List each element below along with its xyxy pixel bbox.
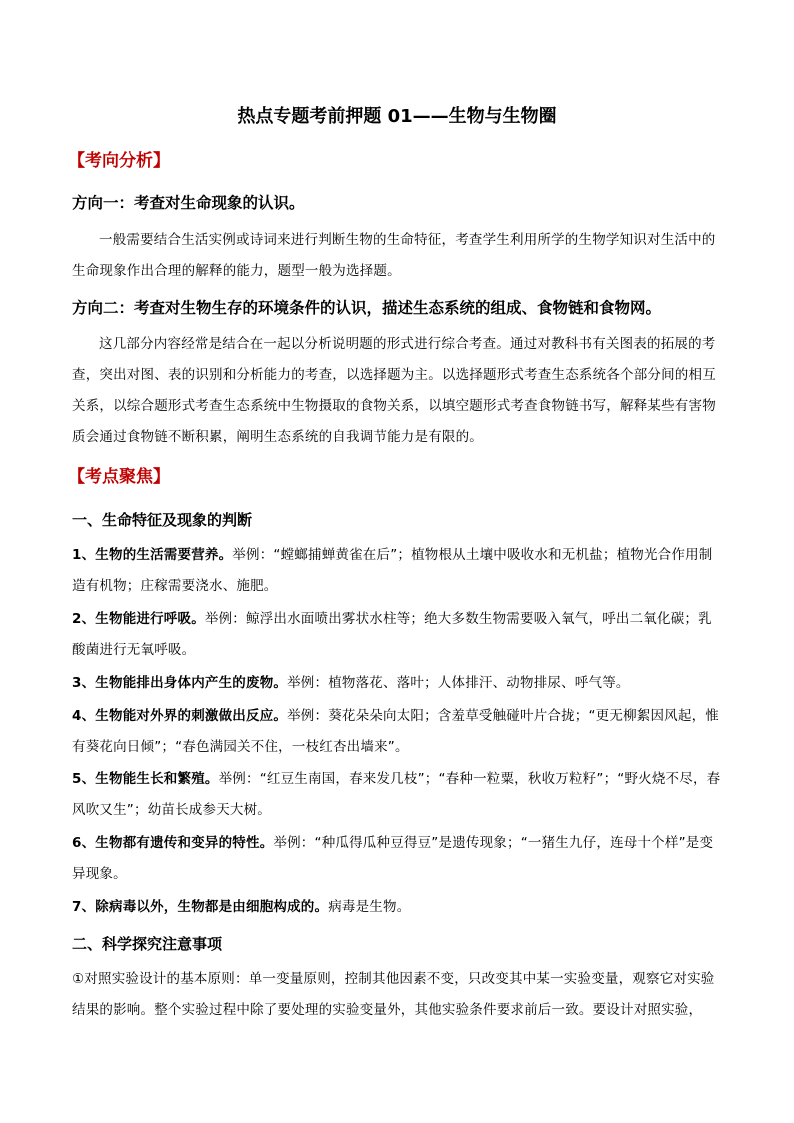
list-item-heading: 4、生物能对外界的刺激做出反应。	[72, 708, 288, 724]
direction-two-text: 这几部分内容经常是结合在一起以分析说明题的形式进行综合考查。通过对教科书有关图表的拓展的考查，突出对图、表的识别和分析能力的考查，以选择题为主。以选择题形式考查生态系统各个部分间的相互关系，以综合题形式考查生态系统中生物摄取的食物关系，以填空题形式考查食物链书写，解释某些有害物质会通过食物链不断积累，阐明生态系统的自我调节能力是有限的。	[72, 336, 716, 445]
list-item-text: 病毒是生物。	[328, 899, 411, 915]
list-item	[72, 604, 724, 666]
list-item-heading: 6、生物都有遗传和变异的特性。	[72, 835, 274, 851]
direction-one-text: 一般需要结合生活实例或诗词来进行判断生物的生命特征，考查学生利用所学的生物学知识对生活中的生命现象作出合理的解释的能力，题型一般为选择题。	[72, 232, 716, 279]
list-item	[72, 892, 724, 923]
list-item-text: 举例：“种瓜得瓜种豆得豆”是遗传现象；“一猪生九仔，连母十个样”是变异现象。	[72, 835, 714, 882]
section-one-title: 一、生命特征及现象的判断	[72, 511, 253, 529]
list-item	[72, 668, 724, 699]
section-heading-focus: 【考点聚焦】	[68, 467, 170, 487]
list-item-text: 举例：鲸浮出水面喷出雾状水柱等；绝大多数生物需要吸入氧气，呼出二氧化碳；乳酸菌进行无氧呼吸。	[72, 611, 712, 658]
list-item	[72, 540, 724, 602]
section-two-title: 二、科学探究注意事项	[72, 935, 223, 953]
direction-one-title: 方向一：考查对生命现象的认识。	[72, 194, 305, 212]
list-item-text: 举例：“螳螂捕蝉黄雀在后”；植物根从土壤中吸收水和无机盐；植物光合作用制造有机物；庄稼需要浇水、施肥。	[72, 547, 713, 594]
list-item-heading: 3、生物能排出身体内产生的废物。	[72, 675, 288, 691]
list-item	[72, 764, 724, 826]
list-item-heading: 1、生物的生活需要营养。	[72, 547, 233, 563]
list-item-heading: 7、除病毒以外，生物都是由细胞构成的。	[72, 899, 329, 915]
page-title: 热点专题考前押题 01——生物与生物圈	[237, 106, 557, 127]
section-heading-analysis: 【考向分析】	[68, 151, 170, 171]
direction-two-title: 方向二：考查对生物生存的环境条件的认识，描述生态系统的组成、食物链和食物网。	[72, 299, 662, 317]
section-two-text: ①对照实验设计的基本原则：单一变量原则，控制其他因素不变，只改变其中某一实验变量，观察它对实验结果的影响。整个实验过程中除了要处理的实验变量外，其他实验条件要求前后一致。要设计对照实验，	[72, 971, 715, 1018]
list-item-text: 举例：植物落花、落叶；人体排汗、动物排尿、呼气等。	[287, 675, 630, 691]
list-item-heading: 5、生物能生长和繁殖。	[72, 771, 219, 787]
list-item-text: 举例：“红豆生南国，春来发几枝”；“春种一粒粟，秋收万粒籽”；“野火烧不尽，春风吹又生”；幼苗长成参天大树。	[72, 771, 721, 818]
list-item-text: 举例：葵花朵朵向太阳；含羞草受触碰叶片合拢；“更无柳絮因风起，惟有葵花向日倾”；“春色满园关不住，一枝红杏出墙来”。	[72, 708, 719, 755]
list-item	[72, 701, 724, 763]
list-item-heading: 2、生物能进行呼吸。	[72, 611, 205, 627]
list-item	[72, 828, 724, 890]
